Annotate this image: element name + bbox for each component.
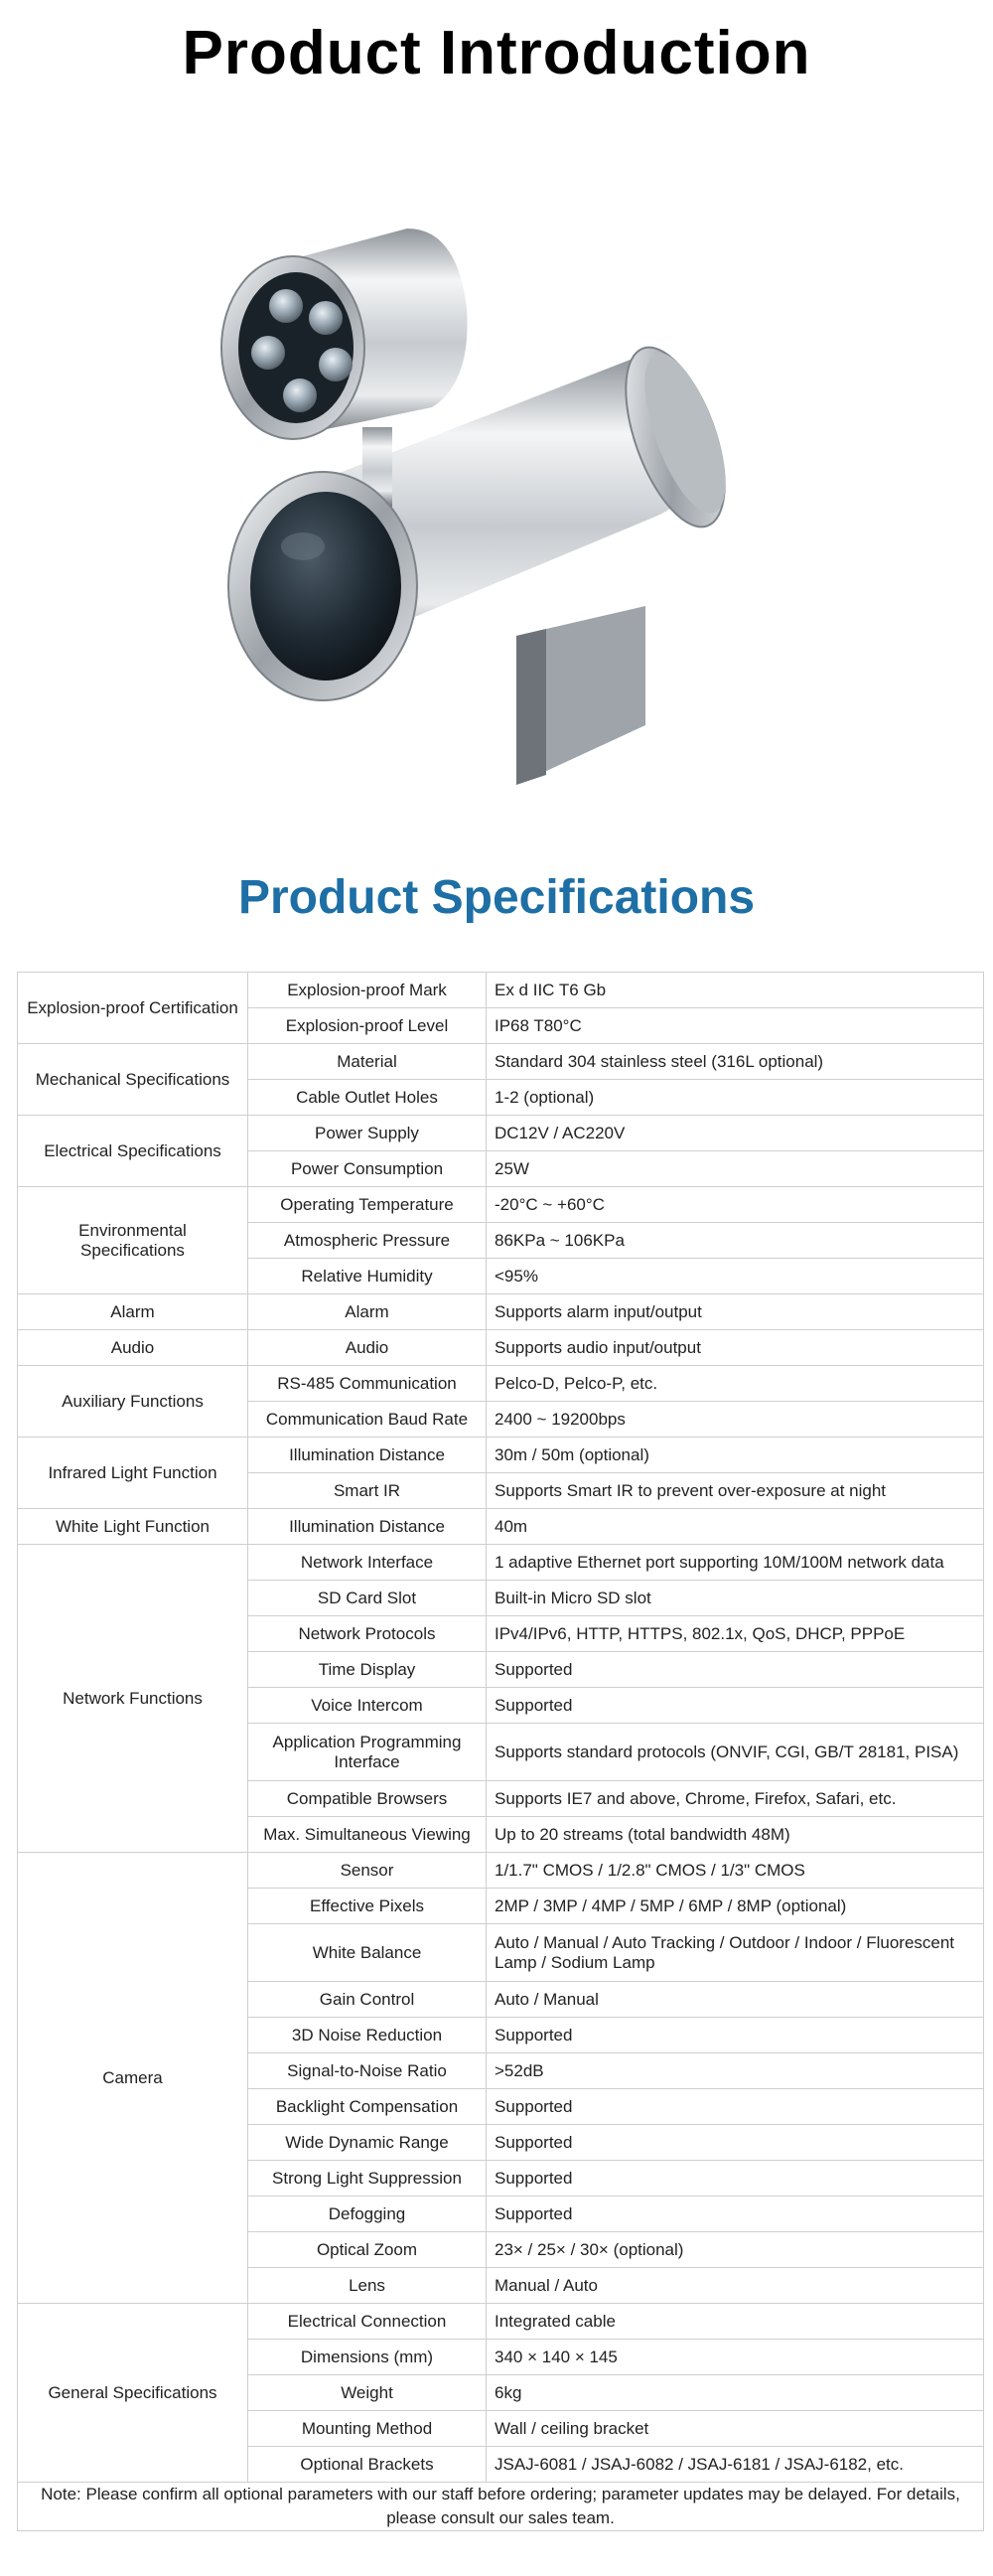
parameter-cell: Explosion-proof Level bbox=[248, 1008, 487, 1044]
table-row bbox=[18, 1044, 984, 1080]
value-cell: 86KPa ~ 106KPa bbox=[487, 1223, 984, 1259]
category-cell: Auxiliary Functions bbox=[18, 1366, 248, 1438]
category-cell: Explosion-proof Certification bbox=[18, 973, 248, 1044]
category-cell: General Specifications bbox=[18, 2304, 248, 2483]
parameter-cell: Power Consumption bbox=[248, 1151, 487, 1187]
table-row bbox=[18, 1545, 984, 1581]
value-cell: 1-2 (optional) bbox=[487, 1080, 984, 1116]
explosion-proof-camera-icon bbox=[218, 169, 834, 825]
category-cell: Mechanical Specifications bbox=[18, 1044, 248, 1116]
parameter-cell: Compatible Browsers bbox=[248, 1781, 487, 1817]
value-cell: 6kg bbox=[487, 2375, 984, 2411]
value-cell: IP68 T80°C bbox=[487, 1008, 984, 1044]
parameter-cell: 3D Noise Reduction bbox=[248, 2018, 487, 2053]
category-cell: Alarm bbox=[18, 1294, 248, 1330]
value-cell: Supports audio input/output bbox=[487, 1330, 984, 1366]
specifications-table bbox=[17, 972, 984, 2531]
category-cell: Network Functions bbox=[18, 1545, 248, 1853]
value-cell: 40m bbox=[487, 1509, 984, 1545]
table-row bbox=[18, 2304, 984, 2340]
table-row bbox=[18, 1330, 984, 1366]
parameter-cell: Smart IR bbox=[248, 1473, 487, 1509]
parameter-cell: Power Supply bbox=[248, 1116, 487, 1151]
value-cell: Wall / ceiling bracket bbox=[487, 2411, 984, 2447]
value-cell: Manual / Auto bbox=[487, 2268, 984, 2304]
value-cell: -20°C ~ +60°C bbox=[487, 1187, 984, 1223]
value-cell: Supported bbox=[487, 2197, 984, 2232]
value-cell: Integrated cable bbox=[487, 2304, 984, 2340]
value-cell: Supported bbox=[487, 2125, 984, 2161]
table-row bbox=[18, 1438, 984, 1473]
value-cell: >52dB bbox=[487, 2053, 984, 2089]
parameter-cell: Relative Humidity bbox=[248, 1259, 487, 1294]
parameter-cell: Strong Light Suppression bbox=[248, 2161, 487, 2197]
table-row bbox=[18, 1509, 984, 1545]
parameter-cell: Mounting Method bbox=[248, 2411, 487, 2447]
parameter-cell: Max. Simultaneous Viewing bbox=[248, 1817, 487, 1853]
parameter-cell: Application Programming Interface bbox=[248, 1724, 487, 1781]
category-cell: Camera bbox=[18, 1853, 248, 2304]
parameter-cell: Signal-to-Noise Ratio bbox=[248, 2053, 487, 2089]
parameter-cell: Voice Intercom bbox=[248, 1688, 487, 1724]
value-cell: DC12V / AC220V bbox=[487, 1116, 984, 1151]
value-cell: 1 adaptive Ethernet port supporting 10M/100M network data bbox=[487, 1545, 984, 1581]
value-cell: 25W bbox=[487, 1151, 984, 1187]
parameter-cell: Illumination Distance bbox=[248, 1509, 487, 1545]
parameter-cell: Illumination Distance bbox=[248, 1438, 487, 1473]
value-cell: Standard 304 stainless steel (316L optional) bbox=[487, 1044, 984, 1080]
parameter-cell: Sensor bbox=[248, 1853, 487, 1889]
parameter-cell: SD Card Slot bbox=[248, 1581, 487, 1616]
value-cell: Ex d IIC T6 Gb bbox=[487, 973, 984, 1008]
value-cell: 1/1.7" CMOS / 1/2.8" CMOS / 1/3" CMOS bbox=[487, 1853, 984, 1889]
parameter-cell: Backlight Compensation bbox=[248, 2089, 487, 2125]
parameter-cell: Explosion-proof Mark bbox=[248, 973, 487, 1008]
value-cell: 2400 ~ 19200bps bbox=[487, 1402, 984, 1438]
table-row bbox=[18, 1366, 984, 1402]
value-cell: 30m / 50m (optional) bbox=[487, 1438, 984, 1473]
category-cell: Audio bbox=[18, 1330, 248, 1366]
parameter-cell: Network Interface bbox=[248, 1545, 487, 1581]
parameter-cell: Network Protocols bbox=[248, 1616, 487, 1652]
category-cell: White Light Function bbox=[18, 1509, 248, 1545]
value-cell: Supported bbox=[487, 1652, 984, 1688]
parameter-cell: Operating Temperature bbox=[248, 1187, 487, 1223]
value-cell: IPv4/IPv6, HTTP, HTTPS, 802.1x, QoS, DHCP, PPPoE bbox=[487, 1616, 984, 1652]
parameter-cell: Atmospheric Pressure bbox=[248, 1223, 487, 1259]
parameter-cell: Optional Brackets bbox=[248, 2447, 487, 2483]
parameter-cell: White Balance bbox=[248, 1924, 487, 1982]
value-cell: Supports IE7 and above, Chrome, Firefox, Safari, etc. bbox=[487, 1781, 984, 1817]
value-cell: 2MP / 3MP / 4MP / 5MP / 6MP / 8MP (optional) bbox=[487, 1889, 984, 1924]
product-introduction-title: Product Introduction bbox=[182, 19, 811, 87]
table-row bbox=[18, 1116, 984, 1151]
value-cell: Supported bbox=[487, 2018, 984, 2053]
value-cell: 23× / 25× / 30× (optional) bbox=[487, 2232, 984, 2268]
parameter-cell: Lens bbox=[248, 2268, 487, 2304]
value-cell: Supported bbox=[487, 1688, 984, 1724]
value-cell: Up to 20 streams (total bandwidth 48M) bbox=[487, 1817, 984, 1853]
value-cell: Supports alarm input/output bbox=[487, 1294, 984, 1330]
value-cell: Pelco-D, Pelco-P, etc. bbox=[487, 1366, 984, 1402]
parameter-cell: Material bbox=[248, 1044, 487, 1080]
parameter-cell: Wide Dynamic Range bbox=[248, 2125, 487, 2161]
value-cell: Built-in Micro SD slot bbox=[487, 1581, 984, 1616]
parameter-cell: Alarm bbox=[248, 1294, 487, 1330]
parameter-cell: Defogging bbox=[248, 2197, 487, 2232]
parameter-cell: Weight bbox=[248, 2375, 487, 2411]
value-cell: Supports standard protocols (ONVIF, CGI, GB/T 28181, PISA) bbox=[487, 1724, 984, 1781]
table-row bbox=[18, 1853, 984, 1889]
value-cell: Supports Smart IR to prevent over-exposure at night bbox=[487, 1473, 984, 1509]
value-cell: Supported bbox=[487, 2161, 984, 2197]
parameter-cell: Time Display bbox=[248, 1652, 487, 1688]
category-cell: Electrical Specifications bbox=[18, 1116, 248, 1187]
ordering-note: Note: Please confirm all optional parameters with our staff before ordering; parameter updates may be delayed. For details, please consult our sales team. bbox=[18, 2483, 984, 2531]
parameter-cell: RS-485 Communication bbox=[248, 1366, 487, 1402]
parameter-cell: Communication Baud Rate bbox=[248, 1402, 487, 1438]
value-cell: 340 × 140 × 145 bbox=[487, 2340, 984, 2375]
table-row bbox=[18, 973, 984, 1008]
note-row bbox=[18, 2483, 984, 2531]
value-cell: Supported bbox=[487, 2089, 984, 2125]
value-cell: Auto / Manual / Auto Tracking / Outdoor / Indoor / Fluorescent Lamp / Sodium Lamp bbox=[487, 1924, 984, 1982]
category-cell: Environmental Specifications bbox=[18, 1187, 248, 1294]
parameter-cell: Dimensions (mm) bbox=[248, 2340, 487, 2375]
value-cell: JSAJ-6081 / JSAJ-6082 / JSAJ-6181 / JSAJ-6182, etc. bbox=[487, 2447, 984, 2483]
parameter-cell: Electrical Connection bbox=[248, 2304, 487, 2340]
parameter-cell: Effective Pixels bbox=[248, 1889, 487, 1924]
table-row bbox=[18, 1294, 984, 1330]
product-specifications-title: Product Specifications bbox=[237, 871, 756, 924]
category-cell: Infrared Light Function bbox=[18, 1438, 248, 1509]
parameter-cell: Cable Outlet Holes bbox=[248, 1080, 487, 1116]
parameter-cell: Gain Control bbox=[248, 1982, 487, 2018]
value-cell: Auto / Manual bbox=[487, 1982, 984, 2018]
table-row bbox=[18, 1187, 984, 1223]
value-cell: <95% bbox=[487, 1259, 984, 1294]
parameter-cell: Audio bbox=[248, 1330, 487, 1366]
parameter-cell: Optical Zoom bbox=[248, 2232, 487, 2268]
